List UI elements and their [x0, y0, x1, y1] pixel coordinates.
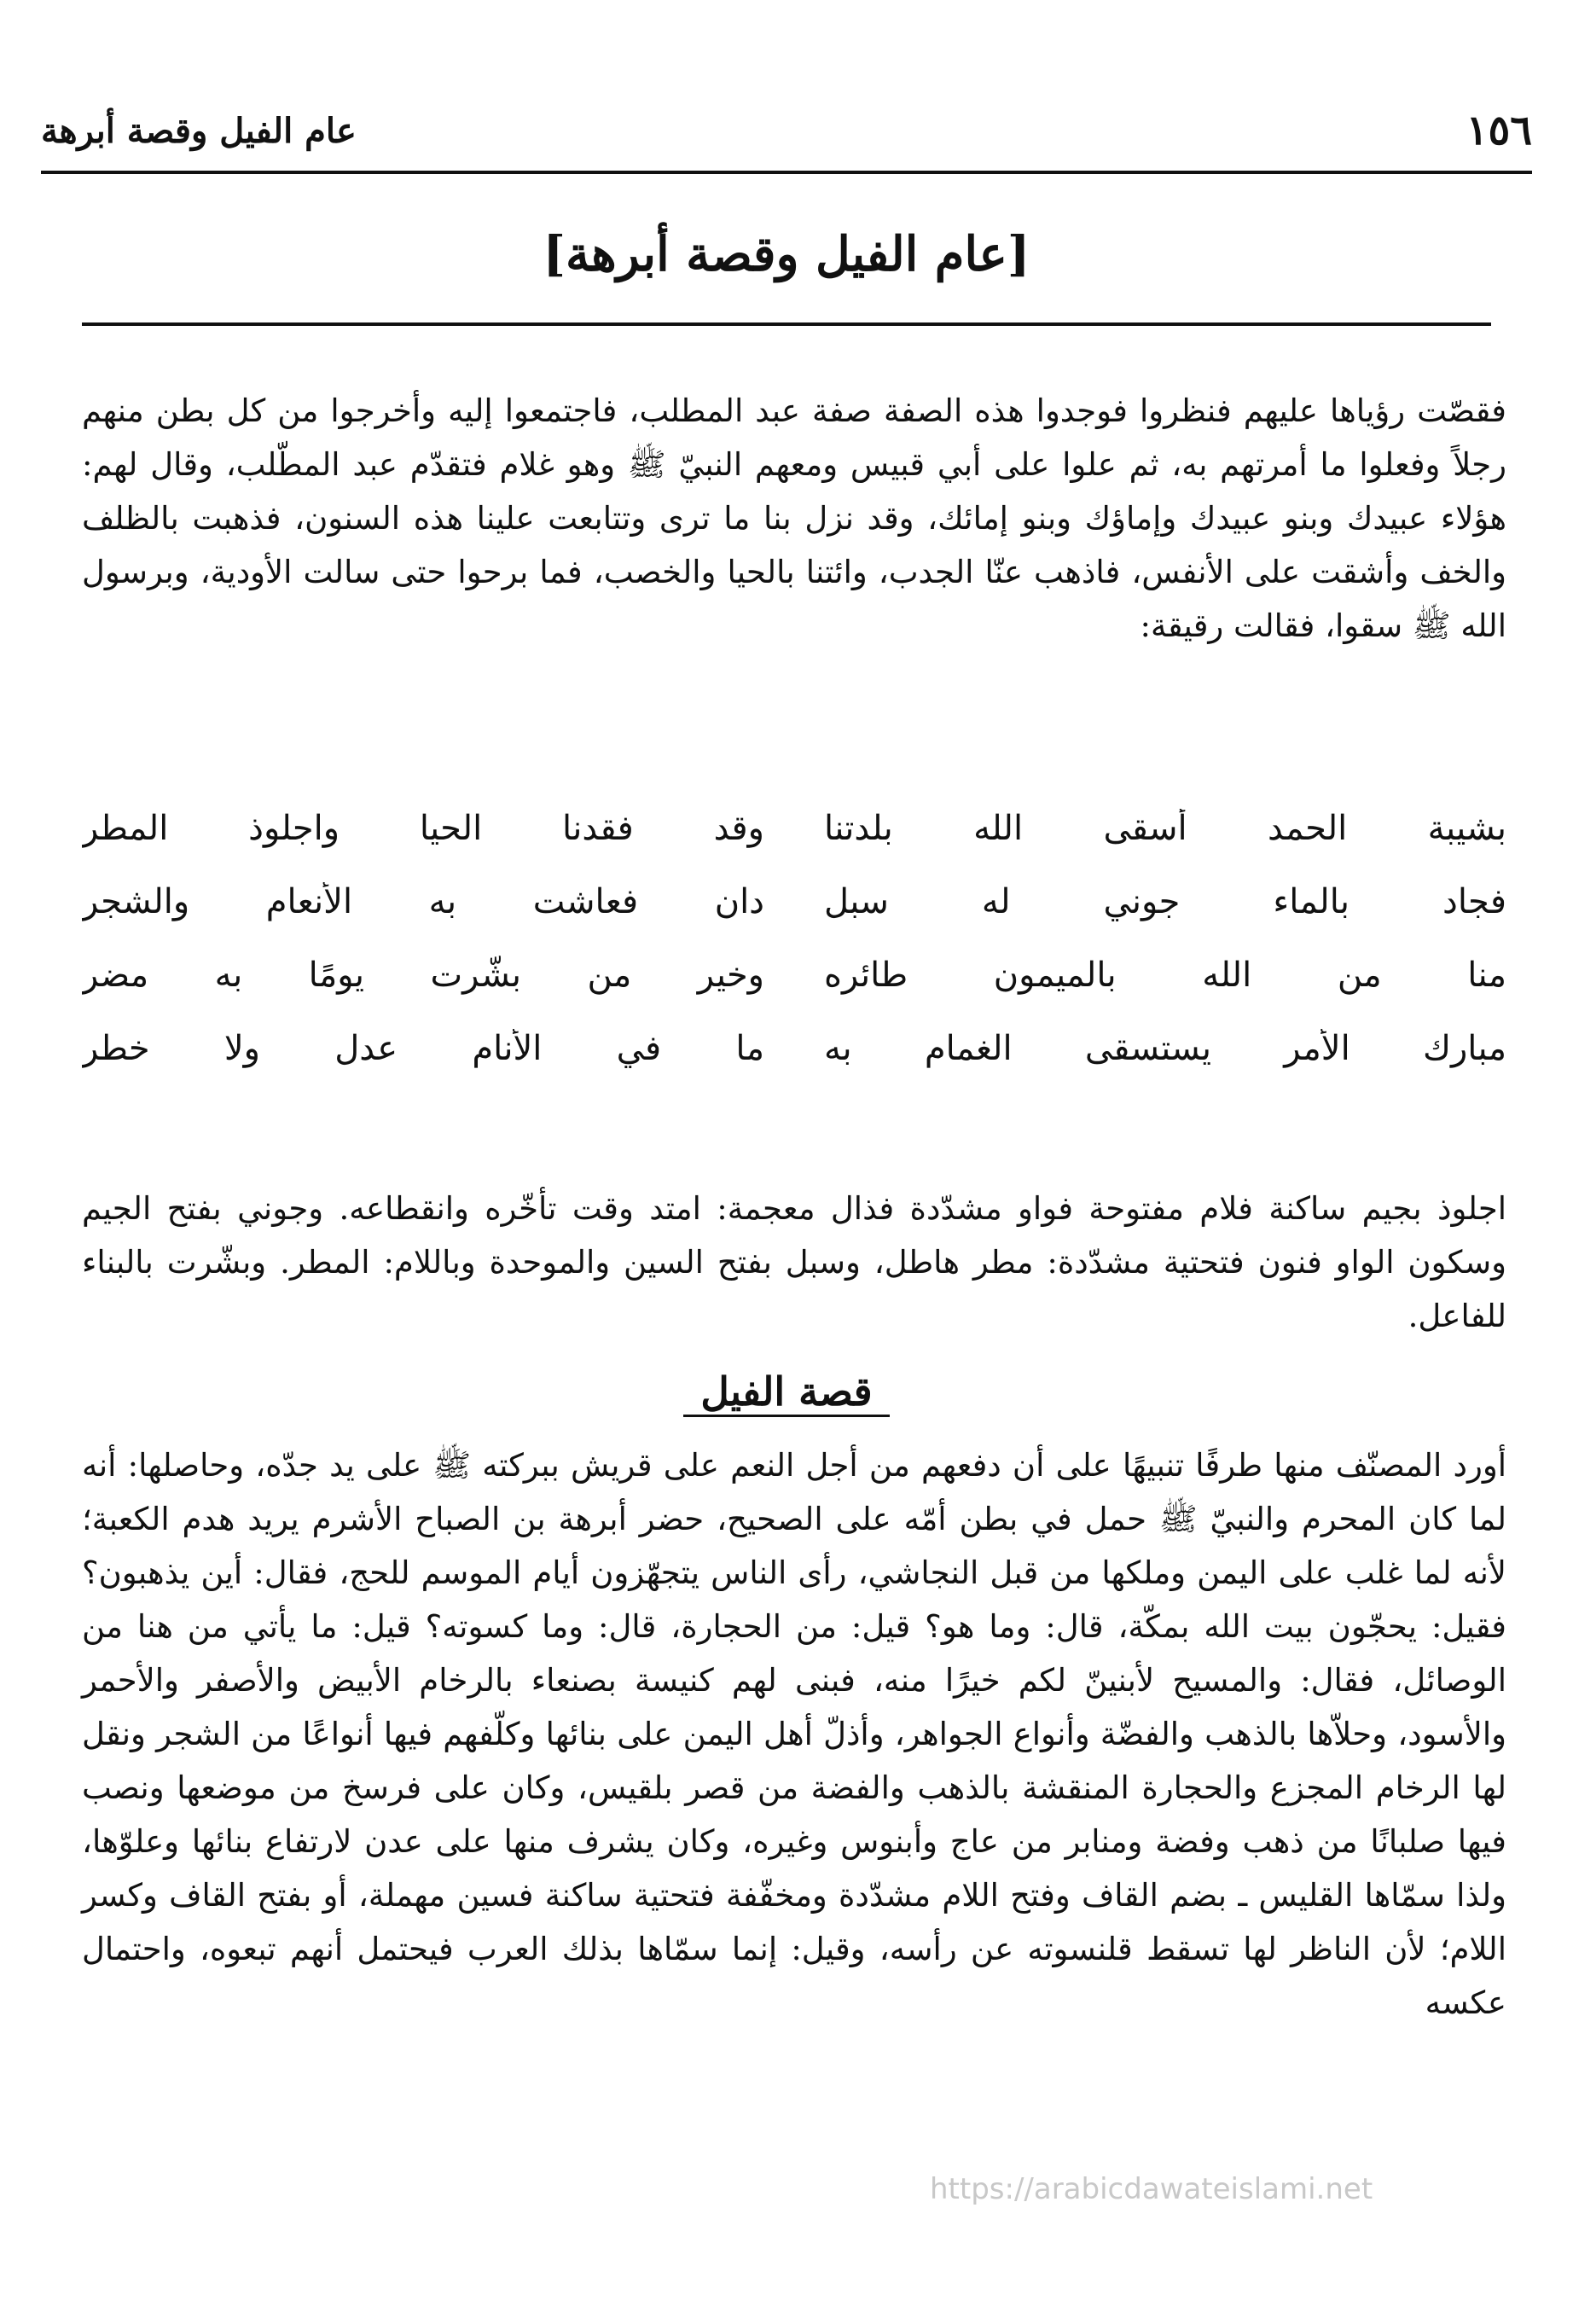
poem-hemistich-second: وقد فقدنا الحيا واجلوذ المطر	[82, 809, 764, 848]
poem-verse	[82, 938, 1506, 1012]
poem-hemistich-second: دان فعاشت به الأنعام والشجر	[82, 882, 764, 921]
poem-hemistich-first: فجاد بالماء جوني له سبل	[824, 882, 1506, 921]
poem-hemistich-first: منا من الله بالميمون طائره	[824, 956, 1506, 995]
poem-hemistich-second: ما في الأنام عدل ولا خطر	[82, 1029, 764, 1068]
chapter-title: [عام الفيل وقصة أبرهة]	[543, 226, 1030, 282]
poem-hemistich-second: وخير من بشّرت يومًا به مضر	[82, 956, 764, 995]
poem	[82, 792, 1506, 1085]
glossary-note: اجلوذ بجيم ساكنة فلام مفتوحة فواو مشدّدة فذال معجمة: امتد وقت تأخّره وانقطاعه. وجوني بفتح الجيم وسكون الواو فنون فتحتية مشدّدة: مطر هاطل، وسبل بفتح السين والموحدة وباللام: المطر. وبشّرت بالبناء للفاعل.	[82, 1190, 1506, 1334]
header-rule	[41, 171, 1532, 174]
poem-hemistich-first: بشيبة الحمد أسقى الله بلدتنا	[824, 809, 1506, 848]
running-header	[41, 101, 1532, 160]
poem-hemistich-first: مبارك الأمر يستسقى الغمام به	[824, 1029, 1506, 1068]
section-heading	[0, 1362, 1573, 1421]
page-number: ١٥٦	[1466, 107, 1532, 154]
section-heading-text: قصة الفيل	[683, 1368, 889, 1417]
running-title: عام الفيل وقصة أبرهة	[41, 110, 357, 151]
poem-verse	[82, 1012, 1506, 1085]
poem-verse	[82, 792, 1506, 865]
watermark-url: https://arabicdawateislami.net	[930, 2172, 1373, 2206]
paragraph-elephant-story: أورد المصنّف منها طرفًا تنبيهًا على أن دفعهم من أجل النعم على قريش ببركته ﷺ على يد جدّه، وحاصلها: أنه لما كان المحرم والنبيّ ﷺ حمل في بطن أمّه على الصحيح، حضر أبرهة بن الصباح الأشرم يريد هدم الكعبة؛ لأنه لما غلب على اليمن وملكها من قبل النجاشي، رأى الناس يتجهّزون أيام الموسم للحج، فقال: أين يذهبون؟ فقيل: يحجّون بيت الله بمكّة، قال: وما هو؟ قيل: من الحجارة، قال: وما كسوته؟ قيل: ما يأتي من هنا من الوصائل، فقال: والمسيح لأبنينّ لكم خيرًا منه، فبنى لهم كنيسة بصنعاء بالرخام الأبيض والأصفر والأحمر والأسود، وحلاّها بالذهب والفضّة وأنواع الجواهر، وأذلّ أهل اليمن على بنائها وكلّفهم فيها أنواعًا من الشجر ونقل لها الرخام المجزع والحجارة المنقشة بالذهب والفضة من قصر بلقيس، وكان على فرسخ من موضعها ونصب فيها صلبانًا من ذهب وفضة ومنابر من عاج وأبنوس وغيره، وكان يشرف منها على عدن لارتفاع بنائها وعلوّها، ولذا سمّاها القليس ـ بضم القاف وفتح اللام مشدّدة ومخفّفة فتحتية ساكنة فسين مهملة، أو بفتح القاف وكسر اللام؛ لأن الناظر لها تسقط قلنسوته عن رأسه، وقيل: إنما سمّاها بذلك العرب فيحتمل أنهم تبعوه، واحتمال عكسه	[82, 1447, 1506, 2021]
title-rule	[82, 322, 1491, 326]
poem-verse	[82, 865, 1506, 938]
paragraph-rain-prayer: فقصّت رؤياها عليهم فنظروا فوجدوا هذه الصفة صفة عبد المطلب، فاجتمعوا إليه وأخرجوا من كل بطن منهم رجلاً وفعلوا ما أمرتهم به، ثم علوا على أبي قبيس ومعهم النبيّ ﷺ وهو غلام فتقدّم عبد المطّلب، وقال لهم: هؤلاء عبيدك وبنو عبيدك وإماؤك وبنو إمائك، وقد نزل بنا ما ترى وتتابعت علينا هذه السنون، فذهبت بالظلف والخف وأشقت على الأنفس، فاذهب عنّا الجدب، وائتنا بالحيا والخصب، فما برحوا حتى سالت الأودية، وبرسول الله ﷺ سقوا، فقالت رقيقة:	[82, 392, 1506, 644]
